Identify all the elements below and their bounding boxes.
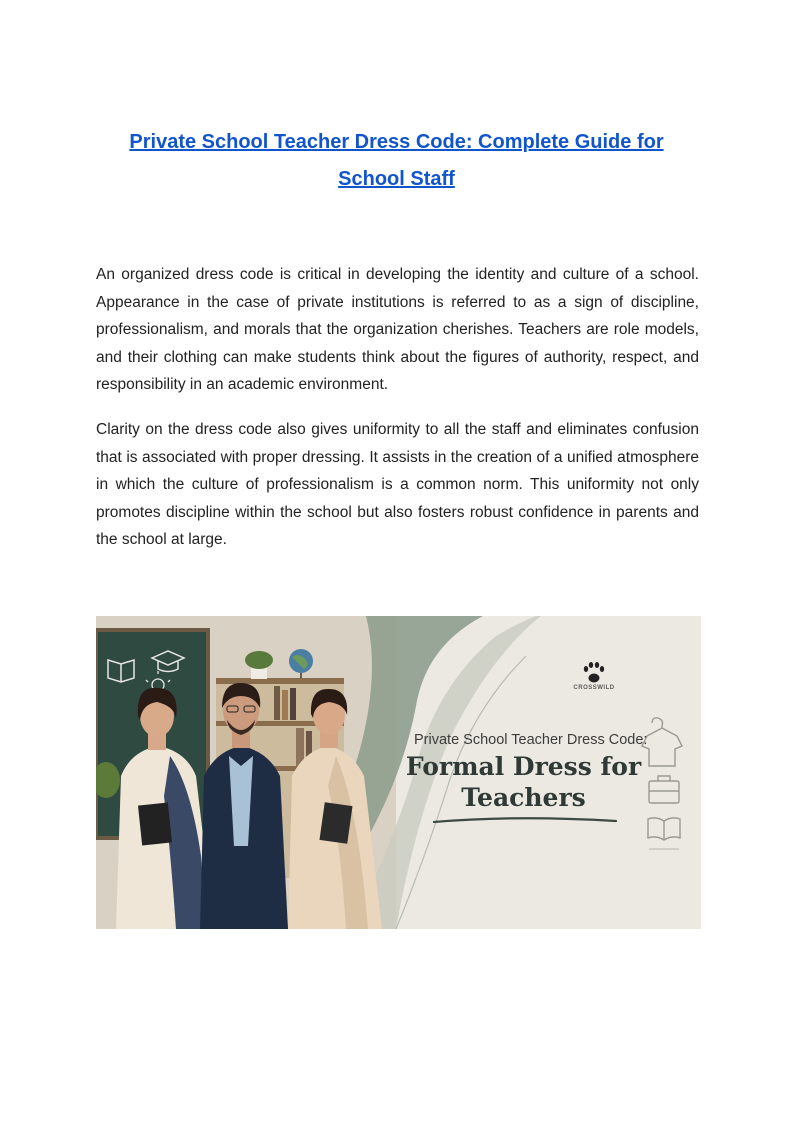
banner-subtitle: Private School Teacher Dress Code: (414, 732, 648, 748)
paragraph-clarity: Clarity on the dress code also gives uniformity to all the staff and eliminates confusion that is associated with proper dressing. It assists in the creation of a unified atmosphere in which the culture of professionalism is a common norm. This uniformity not only promotes discipline within the school but also fosters robust confidence in parents and the school at large. (96, 421, 699, 549)
banner-image (96, 616, 701, 929)
brand-name: CROSSWILD (573, 685, 615, 691)
paragraph-intro: An organized dress code is critical in developing the identity and culture of a school. Appearance in the case of private institutions is referred to as a sign of discipline, professionalism, and morals that the organization cherishes. Teachers are role models, and their clothing can make students think about the figures of authority, respect, and responsibility in an academic environment. (96, 266, 699, 394)
banner-heading: Formal Dress for Teachers (405, 752, 642, 812)
page-title (96, 124, 697, 198)
title-link[interactable]: Private School Teacher Dress Code: Complete Guide for School Staff (129, 131, 664, 190)
